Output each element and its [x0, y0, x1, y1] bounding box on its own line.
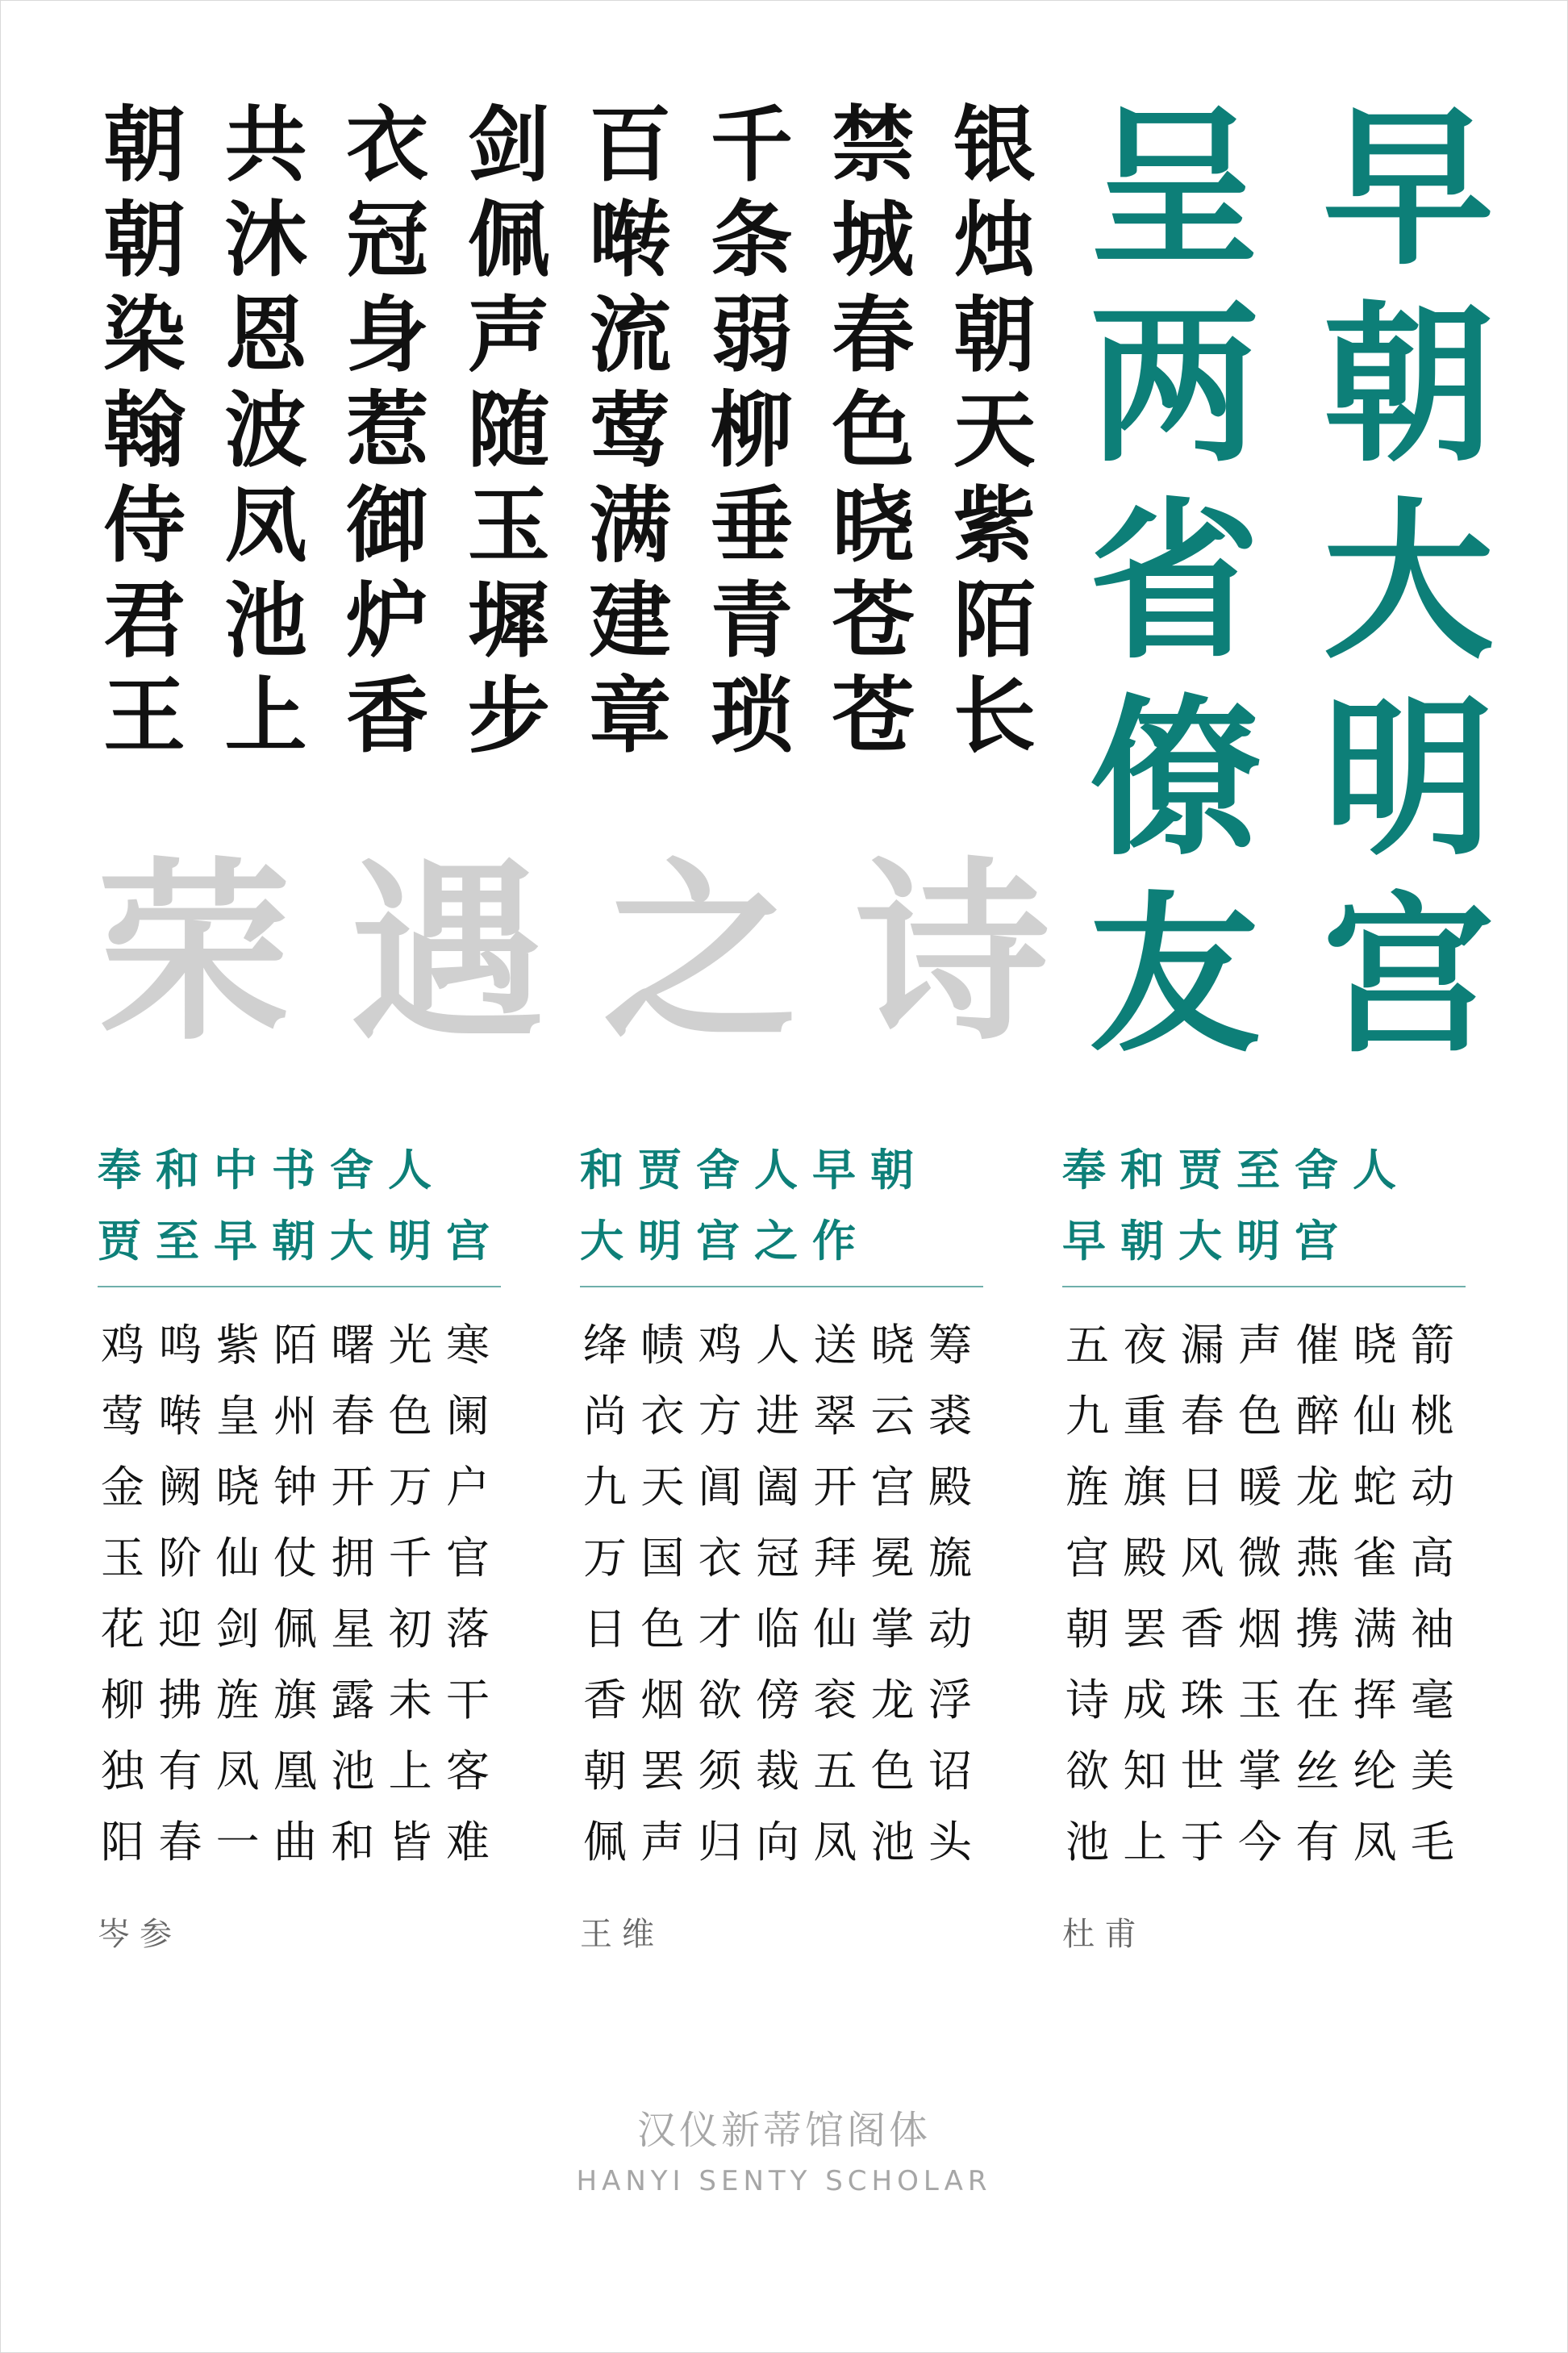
poem-line: [1062, 1594, 1457, 1665]
poem-char: 五: [1065, 1320, 1109, 1370]
poem-char: 干: [445, 1675, 490, 1725]
poem-line: [1062, 1807, 1457, 1878]
main-poem-char: 章: [589, 668, 672, 765]
poem-char: 声: [640, 1817, 685, 1867]
poem-char: 风: [1180, 1533, 1224, 1583]
main-poem-char: 炉: [346, 573, 429, 670]
poem-char: 皇: [215, 1391, 260, 1441]
main-poem-char: 城: [832, 192, 915, 289]
poem-line: [1062, 1665, 1457, 1736]
poem-divider: [1062, 1286, 1466, 1287]
main-poem-char: 禁: [832, 97, 915, 194]
poem-char: 今: [1237, 1817, 1282, 1867]
poem-char: 衮: [813, 1675, 857, 1725]
main-poem-char: 苍: [832, 573, 915, 670]
poem-char: 掌: [1237, 1746, 1282, 1796]
poem-char: 未: [388, 1675, 432, 1725]
poem-char: 春: [1180, 1391, 1224, 1441]
poem-char: 冕: [870, 1533, 915, 1583]
poem-char: 旌: [1065, 1462, 1109, 1512]
poem-char: 桃: [1410, 1391, 1454, 1441]
poem-char: 阶: [158, 1533, 202, 1583]
poem-char: 佩: [583, 1817, 627, 1867]
poem-char: 头: [928, 1817, 972, 1867]
poem-char: 筹: [928, 1320, 972, 1370]
poem-char: 归: [698, 1817, 742, 1867]
poem-char: 送: [813, 1320, 857, 1370]
poem-char: 夜: [1123, 1320, 1167, 1370]
main-poem-char: 莺: [589, 382, 672, 479]
poem-char: 有: [158, 1746, 202, 1796]
poem-char: 独: [101, 1746, 144, 1796]
poem-char: 开: [813, 1462, 857, 1512]
poem-char: 户: [445, 1462, 490, 1512]
poem-char: 朝: [1065, 1604, 1109, 1654]
poem-char: 皆: [388, 1817, 432, 1867]
poem-char: 陌: [273, 1320, 317, 1370]
poem-char: 鸡: [101, 1320, 144, 1370]
poem-char: 凤: [813, 1817, 857, 1867]
poem-char: 衣: [640, 1391, 685, 1441]
poem-char: 须: [698, 1746, 742, 1796]
poem-author: 杜甫: [1062, 1916, 1146, 1953]
main-poem-column: [90, 98, 199, 775]
subtitle-char: 之: [603, 839, 797, 1066]
main-poem-char: 朝: [103, 97, 186, 194]
poem-body: [580, 1310, 983, 1878]
main-poem-char: 君: [103, 573, 186, 670]
main-poem-char: 百: [589, 97, 672, 194]
title-char: 朝: [1323, 284, 1494, 485]
poem-char: 啭: [158, 1391, 202, 1441]
poem-char: 旗: [1123, 1462, 1167, 1512]
main-poem-char: 陌: [953, 573, 1036, 670]
poem-heading: 贾至早朝大明宫: [98, 1215, 504, 1266]
main-poem-char: 随: [467, 382, 550, 479]
poem-body: [98, 1310, 501, 1878]
poem-char: 佩: [273, 1604, 317, 1654]
poem-char: 日: [1180, 1462, 1224, 1512]
poem-char: 暖: [1237, 1462, 1282, 1512]
poem-char: 金: [101, 1462, 144, 1512]
poem-char: 箭: [1410, 1320, 1454, 1370]
title-char: 呈: [1089, 87, 1260, 288]
poem-wang-wei: [580, 1134, 983, 1997]
poem-char: 旌: [215, 1675, 260, 1725]
poem-char: 雀: [1353, 1533, 1397, 1583]
title-char: 大: [1323, 481, 1494, 682]
poem-char: 色: [870, 1746, 915, 1796]
main-poem-char: 春: [832, 287, 915, 384]
main-poem-char: 香: [346, 668, 429, 765]
poem-char: 衣: [698, 1533, 742, 1583]
subtitle-char: 荣: [98, 839, 292, 1066]
poem-char: 绛: [583, 1320, 627, 1370]
poem-line: [580, 1523, 975, 1594]
poem-char: 花: [101, 1604, 144, 1654]
poem-char: 上: [388, 1746, 432, 1796]
poem-char: 剑: [215, 1604, 260, 1654]
poem-char: 香: [1180, 1604, 1224, 1654]
main-poem-char: 天: [953, 382, 1036, 479]
poem-char: 和: [331, 1817, 375, 1867]
main-poem-column: [332, 98, 442, 775]
poem-char: 仙: [1353, 1391, 1397, 1441]
poem-char: 池: [870, 1817, 915, 1867]
poem-char: 晓: [870, 1320, 915, 1370]
main-poem-char: 沐: [224, 192, 307, 289]
title-char: 早: [1323, 87, 1494, 288]
poem-char: 宫: [1065, 1533, 1109, 1583]
poem-line: [580, 1310, 975, 1381]
poem-heading: 奉和贾至舍人: [1062, 1144, 1411, 1195]
main-poem-char: 银: [953, 97, 1036, 194]
main-poem-column: [211, 98, 321, 775]
poem-char: 春: [331, 1391, 375, 1441]
poem-author: 岑参: [98, 1916, 181, 1953]
poem-char: 柳: [101, 1675, 144, 1725]
poem-char: 成: [1123, 1675, 1167, 1725]
poem-line: [98, 1381, 493, 1452]
poem-char: 色: [1237, 1391, 1282, 1441]
main-poem-char: 墀: [467, 573, 550, 670]
poem-heading: 和贾舍人早朝: [580, 1144, 928, 1195]
main-poem-char: 长: [953, 668, 1036, 765]
poem-char: 初: [388, 1604, 432, 1654]
main-poem-char: 身: [346, 287, 429, 384]
poem-char: 阊: [698, 1462, 742, 1512]
poem-char: 开: [331, 1462, 375, 1512]
poem-char: 凰: [273, 1746, 317, 1796]
poem-char: 春: [158, 1817, 202, 1867]
poem-char: 寒: [445, 1320, 490, 1370]
poem-line: [98, 1736, 493, 1807]
poem-char: 旗: [273, 1675, 317, 1725]
main-poem-char: 染: [103, 287, 186, 384]
poem-heading: 奉和中书舍人: [98, 1144, 446, 1195]
poem-char: 在: [1295, 1675, 1340, 1725]
main-poem: [90, 98, 1049, 775]
footer: [1, 2102, 1567, 2204]
poem-line: [98, 1310, 493, 1381]
poem-heading: 大明宫之作: [580, 1215, 870, 1266]
main-poem-char: 啭: [589, 192, 672, 289]
poem-char: 阑: [445, 1391, 490, 1441]
main-poem-char: 惹: [346, 382, 429, 479]
poem-char: 紫: [215, 1320, 260, 1370]
main-poem-char: 玉: [467, 478, 550, 574]
poem-char: 有: [1295, 1817, 1340, 1867]
poem-char: 一: [215, 1817, 260, 1867]
poem-char: 欲: [698, 1675, 742, 1725]
poem-char: 烟: [640, 1675, 685, 1725]
poem-char: 仗: [273, 1533, 317, 1583]
title-char: 明: [1323, 678, 1494, 878]
poem-du-fu: [1062, 1134, 1466, 1997]
poem-char: 冠: [755, 1533, 799, 1583]
poem-char: 丝: [1295, 1746, 1340, 1796]
poem-char: 九: [1065, 1391, 1109, 1441]
main-poem-char: 剑: [467, 97, 550, 194]
poem-char: 落: [445, 1604, 490, 1654]
poem-char: 龙: [870, 1675, 915, 1725]
poem-char: 迎: [158, 1604, 202, 1654]
poem-char: 阳: [101, 1817, 144, 1867]
poem-char: 日: [583, 1604, 627, 1654]
main-poem-char: 王: [103, 668, 186, 765]
poem-char: 拜: [813, 1533, 857, 1583]
font-name-cn: 汉仪新蒂馆阁体: [636, 2108, 931, 2153]
main-poem-char: 侍: [103, 478, 186, 574]
poem-char: 千: [388, 1533, 432, 1583]
poem-char: 人: [755, 1320, 799, 1370]
poem-char: 微: [1237, 1533, 1282, 1583]
poem-line: [98, 1452, 493, 1523]
main-poem-char: 千: [710, 97, 793, 194]
main-poem-char: 紫: [953, 478, 1036, 574]
poem-char: 于: [1180, 1817, 1224, 1867]
main-poem-char: 柳: [710, 382, 793, 479]
poem-char: 进: [755, 1391, 799, 1441]
main-poem-char: 流: [589, 287, 672, 384]
poem-char: 诏: [928, 1746, 972, 1796]
poem-char: 国: [640, 1533, 685, 1583]
poem-char: 蛇: [1353, 1462, 1397, 1512]
poem-line: [580, 1807, 975, 1878]
poem-char: 万: [388, 1462, 432, 1512]
poem-author: 王维: [580, 1916, 664, 1953]
poem-char: 光: [388, 1320, 432, 1370]
poem-char: 裘: [928, 1391, 972, 1441]
poem-char: 携: [1295, 1604, 1340, 1654]
poem-char: 仙: [215, 1533, 260, 1583]
main-poem-char: 声: [467, 287, 550, 384]
main-poem-char: 条: [710, 192, 793, 289]
poem-char: 玉: [1237, 1675, 1282, 1725]
title-column: [1307, 87, 1509, 1082]
main-poem-char: 恩: [224, 287, 307, 384]
subtitle-char: 遇: [350, 839, 544, 1066]
poem-char: 珠: [1180, 1675, 1224, 1725]
main-poem-char: 冠: [346, 192, 429, 289]
poem-line: [98, 1665, 493, 1736]
poem-char: 动: [1410, 1462, 1454, 1512]
poem-char: 毛: [1410, 1817, 1454, 1867]
poem-char: 燕: [1295, 1533, 1340, 1583]
poem-char: 色: [640, 1604, 685, 1654]
main-poem-char: 御: [346, 478, 429, 574]
poem-line: [1062, 1736, 1457, 1807]
poem-char: 醉: [1295, 1391, 1340, 1441]
main-poem-char: 翰: [103, 382, 186, 479]
poem-char: 香: [583, 1675, 627, 1725]
main-poem-char: 垂: [710, 478, 793, 574]
main-poem-char: 苍: [832, 668, 915, 765]
poem-char: 天: [640, 1462, 685, 1512]
poem-char: 挥: [1353, 1675, 1397, 1725]
poem-line: [98, 1523, 493, 1594]
poem-line: [580, 1736, 975, 1807]
poem-cen-shen: [98, 1134, 504, 1997]
poem-char: 拥: [331, 1533, 375, 1583]
poem-char: 诗: [1065, 1675, 1109, 1725]
poem-char: 尚: [583, 1391, 627, 1441]
poem-char: 帻: [640, 1320, 685, 1370]
main-poem-char: 建: [589, 573, 672, 670]
grey-subtitle: [98, 836, 1049, 1070]
poem-char: 万: [583, 1533, 627, 1583]
poem-char: 漏: [1180, 1320, 1224, 1370]
poem-body: [1062, 1310, 1466, 1878]
poem-char: 露: [331, 1675, 375, 1725]
poem-char: 阙: [158, 1462, 202, 1512]
poem-char: 曲: [273, 1817, 317, 1867]
poem-char: 鸣: [158, 1320, 202, 1370]
font-name-en: HANYI SENTY SCHOLAR: [576, 2165, 992, 2197]
poem-char: 朝: [583, 1746, 627, 1796]
poem-char: 殿: [1123, 1533, 1167, 1583]
poem-char: 凤: [1353, 1817, 1397, 1867]
main-poem-column: [575, 98, 685, 775]
poem-char: 毫: [1410, 1675, 1454, 1725]
poem-line: [98, 1807, 493, 1878]
main-poem-char: 晓: [832, 478, 915, 574]
poem-char: 才: [698, 1604, 742, 1654]
poem-heading: 早朝大明宫: [1062, 1215, 1353, 1266]
poem-char: 袖: [1410, 1604, 1454, 1654]
poem-char: 五: [813, 1746, 857, 1796]
title-char: 宫: [1323, 874, 1494, 1075]
poem-char: 星: [331, 1604, 375, 1654]
poem-char: 晓: [215, 1462, 260, 1512]
poem-char: 莺: [101, 1391, 144, 1441]
poem-char: 重: [1123, 1391, 1167, 1441]
poem-char: 凤: [215, 1746, 260, 1796]
poem-char: 钟: [273, 1462, 317, 1512]
poem-line: [1062, 1381, 1457, 1452]
poem-char: 池: [1065, 1817, 1109, 1867]
poem-char: 云: [870, 1391, 915, 1441]
main-poem-char: 朝: [103, 192, 186, 289]
main-poem-char: 弱: [710, 287, 793, 384]
poem-char: 翠: [813, 1391, 857, 1441]
poem-char: 拂: [158, 1675, 202, 1725]
poem-char: 满: [1353, 1604, 1397, 1654]
poem-char: 裁: [755, 1746, 799, 1796]
poem-title: [1074, 87, 1509, 1082]
poem-line: [1062, 1452, 1457, 1523]
poem-char: 色: [388, 1391, 432, 1441]
poem-line: [1062, 1310, 1457, 1381]
title-char: 两: [1089, 284, 1260, 485]
poem-char: 知: [1123, 1746, 1167, 1796]
main-poem-column: [697, 98, 807, 775]
poem-char: 美: [1410, 1746, 1454, 1796]
poem-char: 上: [1123, 1817, 1167, 1867]
main-poem-column: [818, 98, 928, 775]
poem-char: 龙: [1295, 1462, 1340, 1512]
poem-char: 玉: [101, 1533, 144, 1583]
poem-char: 难: [445, 1817, 490, 1867]
poem-char: 欲: [1065, 1746, 1109, 1796]
main-poem-char: 步: [467, 668, 550, 765]
poem-char: 九: [583, 1462, 627, 1512]
poem-divider: [98, 1286, 501, 1287]
main-poem-char: 烛: [953, 192, 1036, 289]
poem-char: 鸡: [698, 1320, 742, 1370]
poem-char: 旒: [928, 1533, 972, 1583]
poem-char: 客: [445, 1746, 490, 1796]
poem-char: 向: [755, 1817, 799, 1867]
poem-char: 仙: [813, 1604, 857, 1654]
poem-char: 纶: [1353, 1746, 1397, 1796]
poem-line: [98, 1594, 493, 1665]
main-poem-char: 共: [224, 97, 307, 194]
title-char: 僚: [1089, 678, 1260, 878]
main-poem-char: 朝: [953, 287, 1036, 384]
poem-char: 世: [1180, 1746, 1224, 1796]
poem-char: 临: [755, 1604, 799, 1654]
main-poem-char: 波: [224, 382, 307, 479]
poem-char: 催: [1295, 1320, 1340, 1370]
poem-char: 傍: [755, 1675, 799, 1725]
main-poem-char: 满: [589, 478, 672, 574]
poem-line: [1062, 1523, 1457, 1594]
poem-char: 动: [928, 1604, 972, 1654]
poem-char: 殿: [928, 1462, 972, 1512]
poem-char: 浮: [928, 1675, 972, 1725]
poem-char: 罢: [640, 1746, 685, 1796]
poem-char: 方: [698, 1391, 742, 1441]
main-poem-char: 青: [710, 573, 793, 670]
main-poem-char: 衣: [346, 97, 429, 194]
poem-char: 烟: [1237, 1604, 1282, 1654]
poem-char: 高: [1410, 1533, 1454, 1583]
poem-char: 声: [1237, 1320, 1282, 1370]
poem-char: 晓: [1353, 1320, 1397, 1370]
poem-char: 州: [273, 1391, 317, 1441]
main-poem-char: 琐: [710, 668, 793, 765]
main-poem-char: 色: [832, 382, 915, 479]
poem-line: [580, 1452, 975, 1523]
poem-line: [580, 1381, 975, 1452]
poem-char: 池: [331, 1746, 375, 1796]
poem-line: [580, 1594, 975, 1665]
poem-line: [580, 1665, 975, 1736]
main-poem-char: 上: [224, 668, 307, 765]
main-poem-column: [454, 98, 564, 775]
poem-char: 罢: [1123, 1604, 1167, 1654]
main-poem-char: 池: [224, 573, 307, 670]
poem-char: 宫: [870, 1462, 915, 1512]
main-poem-char: 佩: [467, 192, 550, 289]
title-char: 友: [1089, 874, 1260, 1075]
poem-divider: [580, 1286, 983, 1287]
title-char: 省: [1089, 481, 1260, 682]
title-column: [1074, 87, 1275, 1082]
poem-char: 官: [445, 1533, 490, 1583]
poem-char: 曙: [331, 1320, 375, 1370]
subtitle-char: 诗: [855, 839, 1049, 1066]
poem-char: 阖: [755, 1462, 799, 1512]
poem-char: 掌: [870, 1604, 915, 1654]
main-poem-char: 凤: [224, 478, 307, 574]
main-poem-column: [940, 98, 1049, 775]
